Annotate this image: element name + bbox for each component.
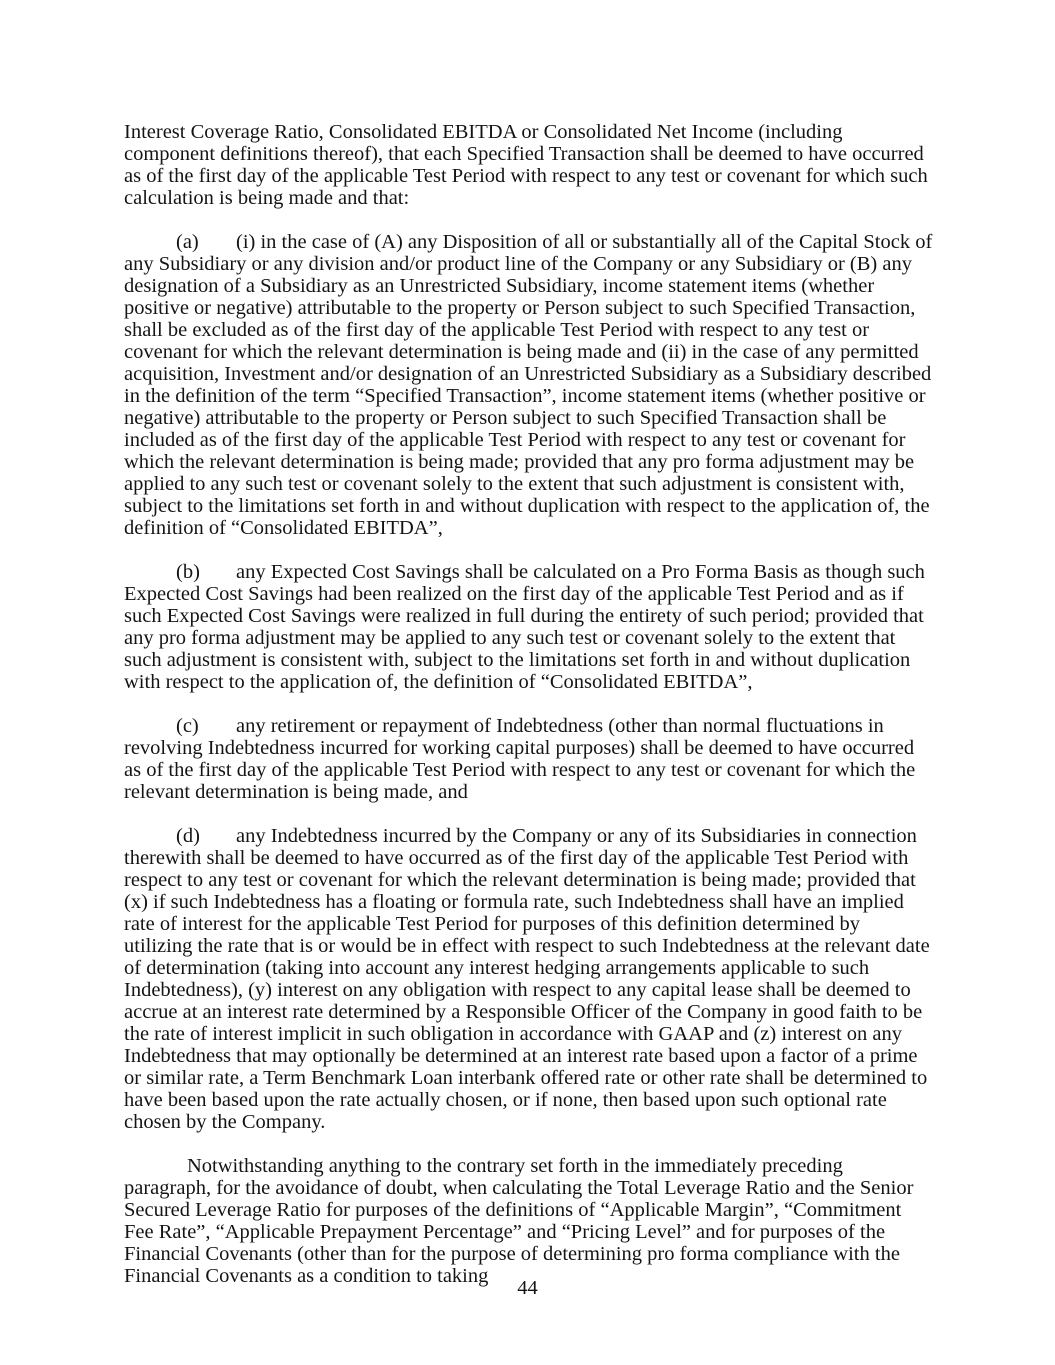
paragraph-label: (d) xyxy=(176,825,200,847)
paragraph-body: any retirement or repayment of Indebtedness (other than normal fluctuations in revolving Indebtedness incurred for working capital purposes) shall be deemed to have occurred as of the first day of the applicable Test Period with respect to any test or covenant for which the relevant determination is being made, and xyxy=(124,715,916,803)
paragraph-body: any Expected Cost Savings shall be calculated on a Pro Forma Basis as though such Expected Cost Savings had been realized on the first day of the applicable Test Period and as if such Expected Cost Savings were realized in full during the entirety of such period; provided that any pro forma adjustment may be applied to any such test or covenant solely to the extent that such adjustment is consistent with, subject to the limitations set forth in and without duplication with respect to the application of, the definition of “Consolidated EBITDA”, xyxy=(124,561,925,693)
paragraph-label: (b) xyxy=(176,561,200,583)
paragraph-body: any Indebtedness incurred by the Company or any of its Subsidiaries in connection therewith shall be deemed to have occurred as of the first day of the applicable Test Period with respect to any test or covenant for which the relevant determination is being made; provided that (x) if such Indebtedness has a floating or formula rate, such Indebtedness shall have an implied rate of interest for the applicable Test Period for purposes of this definition determined by utilizing the rate that is or would be in effect with respect to such Indebtedness at the relevant date of determination (taking into account any interest hedging arrangements applicable to such Indebtedness), (y) interest on any obligation with respect to any capital lease shall be deemed to accrue at an interest rate determined by a Responsible Officer of the Company in good faith to be the rate of interest implicit in such obligation in accordance with GAAP and (z) interest on any Indebtedness that may optionally be determined at an interest rate based upon a factor of a prime or similar rate, a Term Benchmark Loan interbank offered rate or other rate shall be determined to have been based upon the rate actually chosen, or if none, then based upon such optional rate chosen by the Company. xyxy=(124,825,930,1133)
paragraph xyxy=(124,715,933,803)
paragraph-label: (a) xyxy=(176,231,199,253)
paragraph-label: (c) xyxy=(176,715,199,737)
paragraph xyxy=(124,1155,933,1287)
paragraph xyxy=(124,121,933,209)
paragraph-body: Interest Coverage Ratio, Consolidated EBITDA or Consolidated Net Income (including component definitions thereof), that each Specified Transaction shall be deemed to have occurred as of the first day of the applicable Test Period with respect to any test or covenant for which such calculation is being made and that: xyxy=(124,121,928,209)
paragraph xyxy=(124,231,933,539)
paragraph-body: (i) in the case of (A) any Disposition of all or substantially all of the Capital Stock of any Subsidiary or any division and/or product line of the Company or any Subsidiary or (B) any designation of a Subsidiary as an Unrestricted Subsidiary, income statement items (whether positive or negative) attributable to the property or Person subject to such Specified Transaction, shall be excluded as of the first day of the applicable Test Period with respect to any test or covenant for which the relevant determination is being made and (ii) in the case of any permitted acquisition, Investment and/or designation of an Unrestricted Subsidiary as a Subsidiary described in the definition of the term “Specified Transaction”, income statement items (whether positive or negative) attributable to the property or Person subject to such Specified Transaction shall be included as of the first day of the applicable Test Period with respect to any test or covenant for which the relevant determination is being made; provided that any pro forma adjustment may be applied to any such test or covenant solely to the extent that such adjustment is consistent with, subject to the limitations set forth in and without duplication with respect to the application of, the definition of “Consolidated EBITDA”, xyxy=(124,231,933,539)
page-number: 44 xyxy=(517,1277,538,1299)
paragraph xyxy=(124,825,933,1133)
document-body xyxy=(124,121,933,1309)
paragraph-body: Notwithstanding anything to the contrary set forth in the immediately preceding paragraph, for the avoidance of doubt, when calculating the Total Leverage Ratio and the Senior Secured Leverage Ratio for purposes of the definitions of “Applicable Margin”, “Commitment Fee Rate”, “Applicable Prepayment Percentage” and “Pricing Level” and for purposes of the Financial Covenants (other than for the purpose of determining pro forma compliance with the Financial Covenants as a condition to taking xyxy=(124,1155,914,1287)
paragraph xyxy=(124,561,933,693)
